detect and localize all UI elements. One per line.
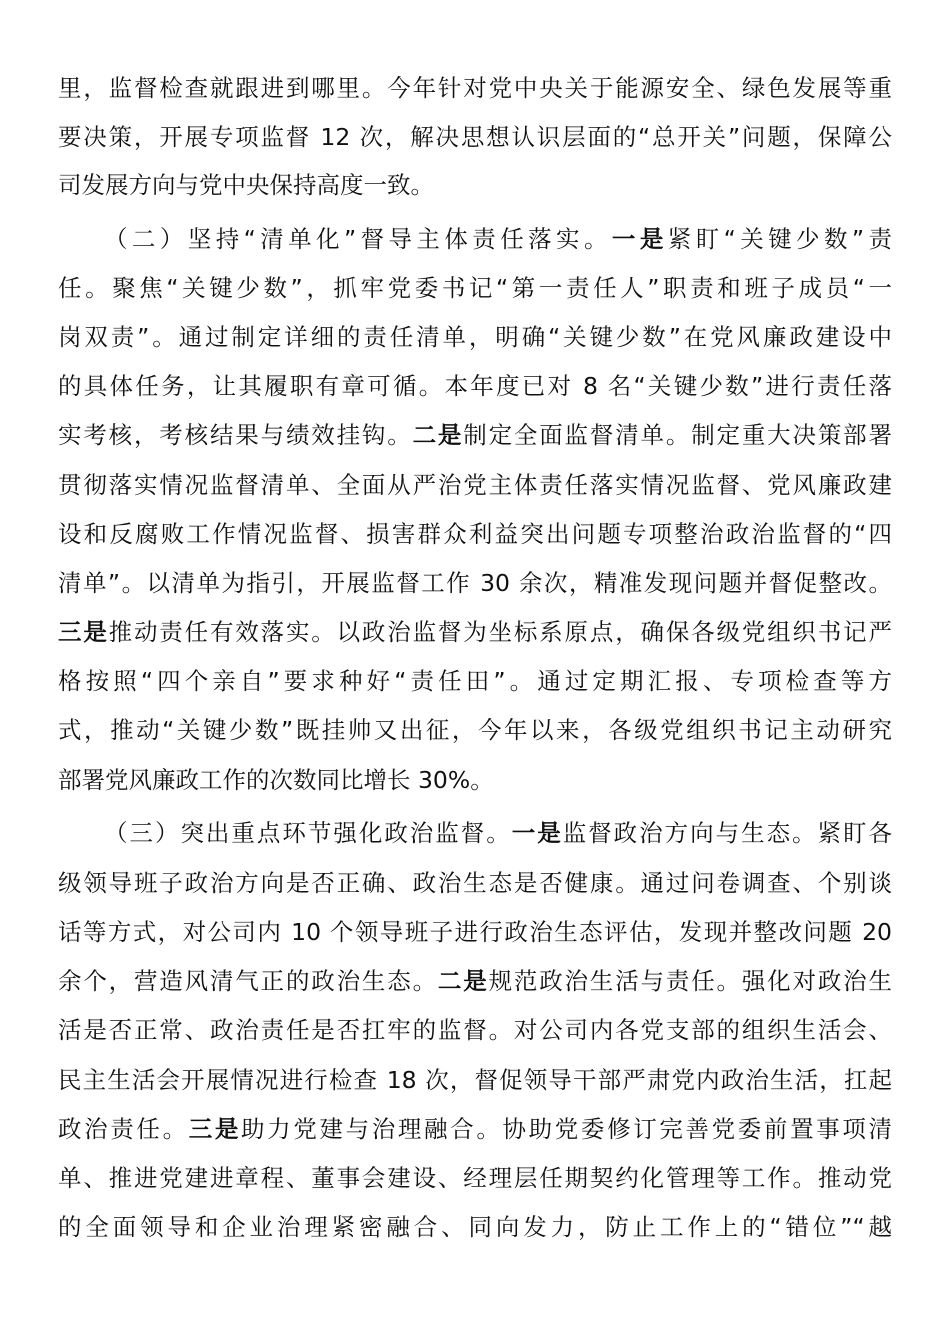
text-line: 岗双责”。通过制定详细的责任清单，明确“关键少数”在党风廉政建设中 [58, 323, 892, 351]
text-line: 格按照“四个亲自”要求种好“责任田”。通过定期汇报、专项检查等方 [58, 667, 892, 695]
text-line: 政治责任。三是助力党建与治理融合。协助党委修订完善党委前置事项清 [58, 1115, 892, 1143]
text-line: 单、推进党建进章程、董事会建设、经理层任期契约化管理等工作。推动党 [58, 1164, 892, 1192]
text-line: 级领导班子政治方向是否正确、政治生态是否健康。通过问卷调查、个别谈 [58, 869, 892, 897]
section-heading-line: （三）突出重点环节强化政治监督。一是监督政治方向与生态。紧盯各 [104, 819, 892, 847]
text-line: 设和反腐败工作情况监督、损害群众利益突出问题专项整治政治监督的“四 [58, 520, 892, 548]
text-line: 贯彻落实情况监督清单、全面从严治党主体责任落实情况监督、党风廉政建 [58, 471, 892, 499]
text-line: 式，推动“关键少数”既挂帅又出征，今年以来，各级党组织书记主动研究 [58, 716, 892, 744]
text-line: 里，监督检查就跟进到哪里。今年针对党中央关于能源安全、绿色发展等重 [58, 74, 892, 102]
text-line: 余个，营造风清气正的政治生态。二是规范政治生活与责任。强化对政治生 [58, 967, 892, 995]
text-line: 民主生活会开展情况进行检查 18 次，督促领导干部严肃党内政治生活，扛起 [58, 1066, 892, 1094]
text-line: 清单”。以清单为指引，开展监督工作 30 余次，精准发现问题并督促整改。 [58, 569, 892, 597]
text-line: 活是否正常、政治责任是否扛牢的监督。对公司内各党支部的组织生活会、 [58, 1016, 892, 1044]
text-line: 司发展方向与党中央保持高度一致。 [58, 171, 434, 199]
text-line: 部署党风廉政工作的次数同比增长 30%。 [58, 766, 494, 794]
text-line: 的全面领导和企业治理紧密融合、同向发力，防止工作上的“错位”“越 [58, 1213, 892, 1241]
text-line: 话等方式，对公司内 10 个领导班子进行政治生态评估，发现并整改问题 20 [58, 918, 892, 946]
text-line: 要决策，开展专项监督 12 次，解决思想认识层面的“总开关”问题，保障公 [58, 123, 892, 151]
text-line: 的具体任务，让其履职有章可循。本年度已对 8 名“关键少数”进行责任落 [58, 372, 892, 400]
section-heading-line: （二）坚持“清单化”督导主体责任落实。一是紧盯“关键少数”责 [104, 225, 892, 253]
text-line: 三是推动责任有效落实。以政治监督为坐标系原点，确保各级党组织书记严 [58, 618, 892, 646]
text-line: 任。聚焦“关键少数”，抓牢党委书记“第一责任人”职责和班子成员“一 [58, 274, 892, 302]
text-line: 实考核，考核结果与绩效挂钩。二是制定全面监督清单。制定重大决策部署 [58, 421, 892, 449]
